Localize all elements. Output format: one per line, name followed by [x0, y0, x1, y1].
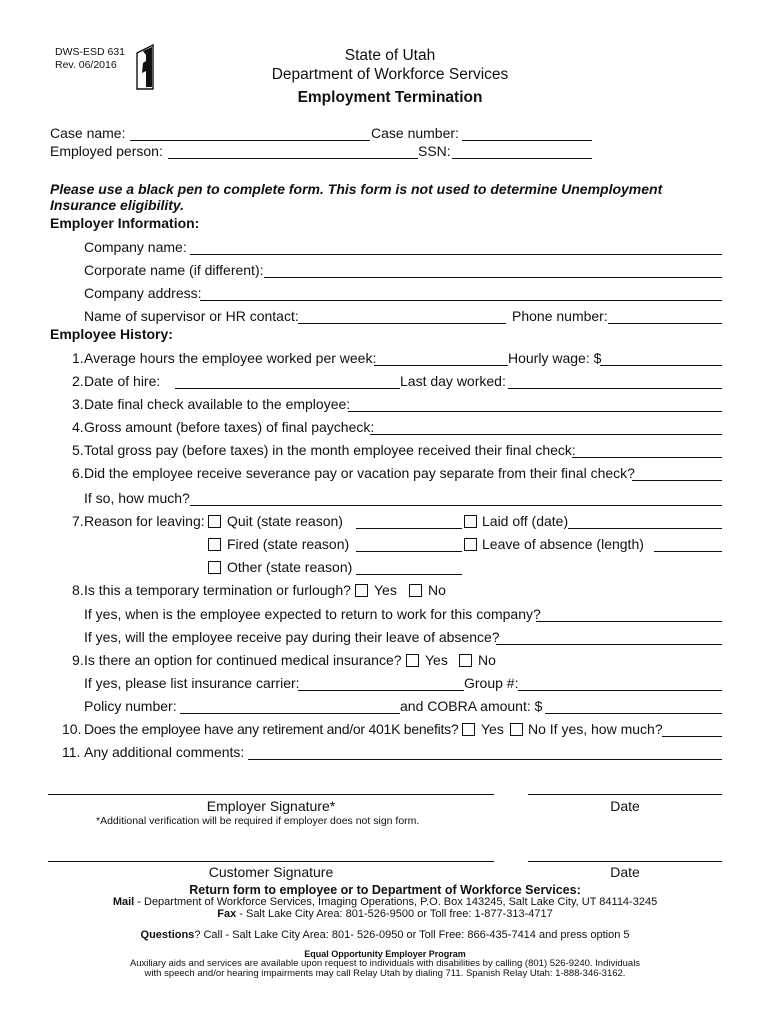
- fired-reason-field[interactable]: [356, 551, 462, 552]
- return-to-work-label: If yes, when is the employee expected to return to work for this company?: [84, 606, 541, 622]
- employed-person-field[interactable]: [168, 158, 418, 159]
- severance-pay-field[interactable]: [632, 480, 722, 481]
- group-number-label: Group #:: [464, 675, 519, 691]
- employer-info-heading: Employer Information:: [50, 215, 200, 231]
- q6-number: 6.: [72, 465, 84, 481]
- q7-number: 7.: [72, 513, 84, 529]
- mail-text: - Department of Workforce Services, Imaging Operations, P.O. Box 143245, Salt Lake City, UT 84114-3245: [134, 896, 658, 908]
- leave-of-absence-checkbox[interactable]: [464, 538, 477, 551]
- return-heading: Return form to employee or to Department of Workforce Services:: [189, 883, 581, 897]
- q2-label: Date of hire:: [84, 373, 161, 389]
- department-heading: Department of Workforce Services: [271, 66, 509, 83]
- corporate-name-field[interactable]: [264, 277, 722, 278]
- form-revision: Rev. 06/2016: [55, 59, 117, 71]
- insurance-carrier-field[interactable]: [298, 690, 464, 691]
- hourly-wage-field[interactable]: [600, 365, 722, 366]
- employee-history-heading: Employee History:: [50, 326, 173, 342]
- policy-number-label: Policy number:: [84, 698, 177, 714]
- fax-info: [0, 908, 770, 920]
- quit-checkbox[interactable]: [208, 515, 221, 528]
- q8-label: Is this a temporary termination or furlough?: [84, 582, 351, 598]
- q10-no-checkbox[interactable]: [510, 723, 523, 736]
- company-name-field[interactable]: [190, 254, 722, 255]
- eoe-heading: Equal Opportunity Employer Program: [304, 949, 466, 959]
- laid-off-date-field[interactable]: [568, 528, 722, 529]
- return-date-field[interactable]: [536, 621, 722, 622]
- hours-per-week-field[interactable]: [374, 365, 508, 366]
- q1-label: Average hours the employee worked per week:: [84, 350, 377, 366]
- instructions-line-2: Insurance eligibility.: [50, 197, 185, 213]
- supervisor-field[interactable]: [298, 323, 506, 324]
- severance-amount-field[interactable]: [190, 505, 722, 506]
- case-name-field[interactable]: [130, 140, 370, 141]
- leave-length-field[interactable]: [654, 551, 722, 552]
- q8-number: 8.: [72, 582, 84, 598]
- other-checkbox[interactable]: [208, 561, 221, 574]
- final-paycheck-amount-field[interactable]: [370, 434, 722, 435]
- fax-text: - Salt Lake City Area: 801-526-9500 or Toll free: 1-877-313-4717: [236, 908, 553, 920]
- q8-no-checkbox[interactable]: [409, 584, 422, 597]
- company-address-field[interactable]: [200, 300, 722, 301]
- q10-yes-checkbox[interactable]: [462, 723, 475, 736]
- employed-person-label: Employed person:: [50, 143, 163, 159]
- questions-info: [0, 929, 770, 941]
- q10-number: 10.: [62, 721, 82, 737]
- cobra-amount-label: and COBRA amount: $: [400, 698, 543, 714]
- company-name-label: Company name:: [84, 239, 187, 255]
- q5-number: 5.: [72, 442, 84, 458]
- verification-note: *Additional verification will be required if employer does not sign form.: [96, 815, 420, 827]
- q8-no-label: No: [428, 582, 446, 598]
- q3-number: 3.: [72, 396, 84, 412]
- month-gross-pay-field[interactable]: [572, 457, 722, 458]
- q9-yes-label: Yes: [425, 652, 448, 668]
- insurance-carrier-label: If yes, please list insurance carrier:: [84, 675, 300, 691]
- last-day-worked-label: Last day worked:: [400, 373, 506, 389]
- customer-signature-line[interactable]: [48, 861, 494, 862]
- q8-yes-label: Yes: [374, 582, 397, 598]
- final-check-date-field[interactable]: [348, 411, 722, 412]
- q9-no-checkbox[interactable]: [459, 654, 472, 667]
- q11-number: 11.: [62, 744, 81, 760]
- mail-address: [0, 896, 770, 908]
- laid-off-checkbox[interactable]: [464, 515, 477, 528]
- q6-label: Did the employee receive severance pay or vacation pay separate from their final check?: [84, 465, 635, 481]
- ssn-field[interactable]: [452, 158, 592, 159]
- q9-yes-checkbox[interactable]: [406, 654, 419, 667]
- phone-label: Phone number:: [512, 308, 608, 324]
- q9-number: 9.: [72, 652, 84, 668]
- auxiliary-aids-line-2: with speech and/or hearing impairments may call Relay Utah by dialing 711. Spanish Relay Utah: 1-888-346-3162.: [144, 968, 626, 979]
- q5-label: Total gross pay (before taxes) in the month employee received their final check:: [84, 442, 576, 458]
- questions-text: ? Call - Salt Lake City Area: 801- 526-0950 or Toll Free: 866-435-7414 and press option 5: [194, 929, 630, 941]
- q4-number: 4.: [72, 419, 84, 435]
- how-much-label: If so, how much?: [84, 490, 190, 506]
- q3-label: Date final check available to the employee:: [84, 396, 351, 412]
- auxiliary-aids-line-1: Auxiliary aids and services are available upon request to individuals with disabilities by calling (801) 526-9240. Individuals: [129, 958, 641, 969]
- ssn-label: SSN:: [418, 143, 451, 159]
- q2-number: 2.: [72, 373, 84, 389]
- retirement-amount-field[interactable]: [662, 736, 722, 737]
- customer-date-line[interactable]: [528, 861, 722, 862]
- phone-field[interactable]: [608, 323, 722, 324]
- q7-label: Reason for leaving:: [84, 513, 205, 529]
- q1-number: 1.: [72, 350, 84, 366]
- fired-label: Fired (state reason): [227, 536, 350, 552]
- employer-date-line[interactable]: [528, 794, 722, 795]
- additional-comments-field[interactable]: [248, 759, 722, 760]
- q11-label: Any additional comments:: [84, 744, 245, 760]
- questions-label: Questions: [140, 929, 195, 941]
- q10-label: Does the employee have any retirement and/or 401K benefits?: [84, 721, 459, 737]
- policy-number-field[interactable]: [180, 713, 400, 714]
- hourly-wage-label: Hourly wage: $: [508, 350, 602, 366]
- leave-pay-label: If yes, will the employee receive pay during their leave of absence?: [84, 629, 500, 645]
- case-number-field[interactable]: [462, 140, 592, 141]
- group-number-field[interactable]: [518, 690, 722, 691]
- other-label: Other (state reason): [227, 559, 353, 575]
- customer-date-label: Date: [610, 864, 640, 880]
- form-id: DWS-ESD 631: [55, 46, 126, 58]
- cobra-amount-field[interactable]: [545, 713, 722, 714]
- employer-signature-label: Employer Signature*: [206, 798, 336, 814]
- employer-signature-line[interactable]: [48, 794, 494, 795]
- q10-no-label: No If yes, how much?: [528, 721, 663, 737]
- laid-off-label: Laid off (date): [482, 513, 569, 529]
- last-day-worked-field[interactable]: [508, 388, 722, 389]
- company-address-label: Company address:: [84, 285, 202, 301]
- fax-label: Fax: [217, 908, 237, 920]
- quit-reason-field[interactable]: [356, 528, 462, 529]
- corporate-name-label: Corporate name (if different):: [84, 262, 264, 278]
- q8-yes-checkbox[interactable]: [355, 584, 368, 597]
- q4-label: Gross amount (before taxes) of final paycheck:: [84, 419, 375, 435]
- employer-date-label: Date: [610, 798, 640, 814]
- date-of-hire-field[interactable]: [175, 388, 400, 389]
- case-number-label: Case number:: [371, 125, 459, 141]
- other-reason-field[interactable]: [356, 574, 462, 575]
- q9-label: Is there an option for continued medical insurance?: [84, 652, 402, 668]
- state-heading: State of Utah: [344, 47, 436, 64]
- quit-label: Quit (state reason): [227, 513, 343, 529]
- q10-yes-label: Yes: [481, 721, 504, 737]
- leave-of-absence-label: Leave of absence (length): [482, 536, 644, 552]
- mail-label: Mail: [112, 896, 135, 908]
- fired-checkbox[interactable]: [208, 538, 221, 551]
- customer-signature-label: Customer Signature: [208, 864, 334, 880]
- leave-pay-field[interactable]: [496, 644, 722, 645]
- case-name-label: Case name:: [50, 125, 126, 141]
- supervisor-label: Name of supervisor or HR contact:: [84, 308, 299, 324]
- instructions-line-1: Please use a black pen to complete form. This form is not used to determine Unemployment: [50, 181, 663, 197]
- utah-logo-icon: [135, 43, 155, 91]
- q9-no-label: No: [478, 652, 496, 668]
- page-title: Employment Termination: [297, 89, 483, 106]
